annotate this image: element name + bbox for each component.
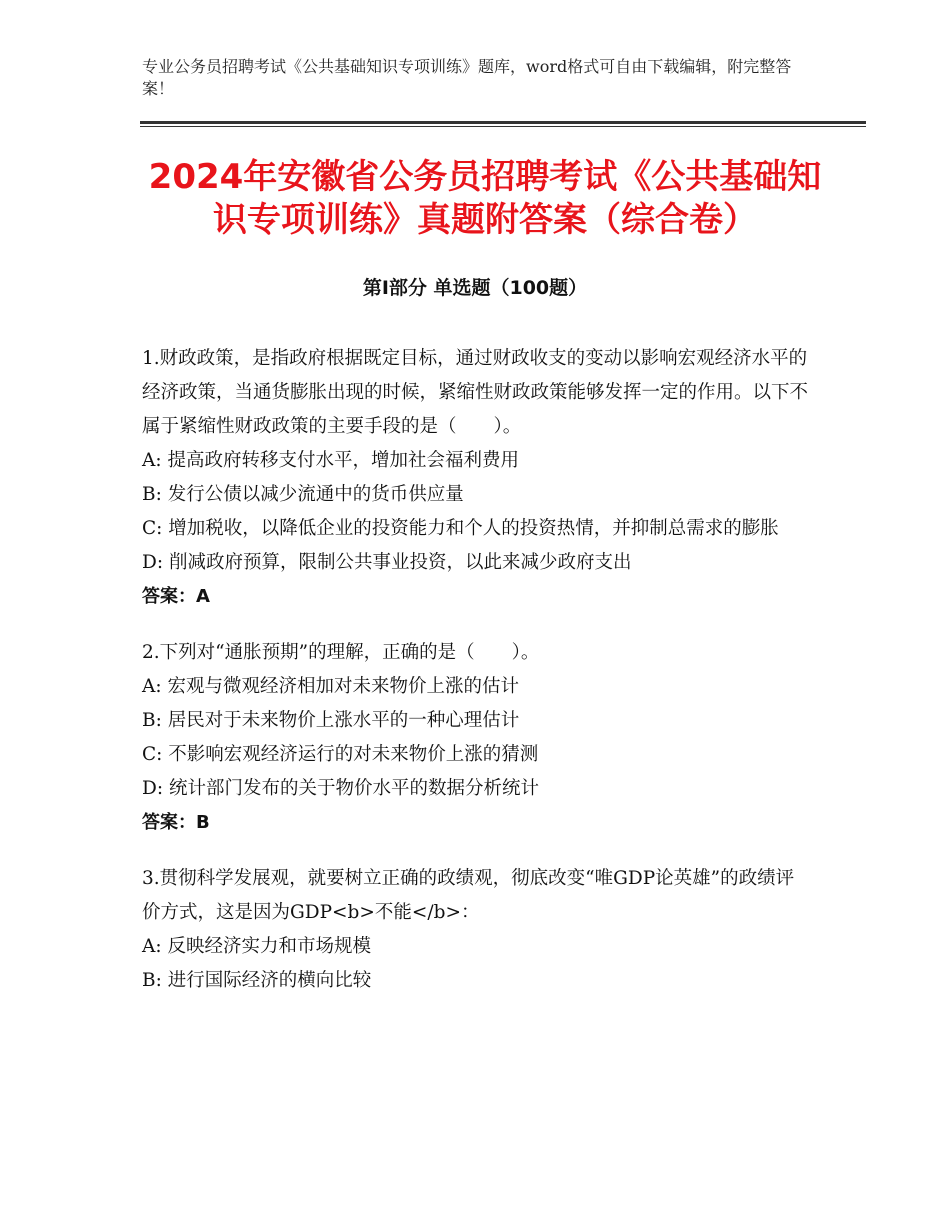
question-stem: 2.下列对“通胀预期”的理解，正确的是（ ）。 [142, 642, 540, 663]
answer-label: 答案：B [142, 812, 210, 833]
header-rule-thick [140, 121, 866, 124]
option-a: A: 提高政府转移支付水平，增加社会福利费用 [142, 450, 519, 471]
header-rule-thin [140, 126, 866, 127]
answer-label: 答案：A [142, 586, 210, 607]
option-c: C: 增加税收，以降低企业的投资能力和个人的投资热情，并抑制总需求的膨胀 [142, 518, 779, 539]
section-title: 第Ⅰ部分 单选题（100题） [362, 277, 588, 299]
document-title: 2024年安徽省公务员招聘考试《公共基础知识专项训练》真题附答案（综合卷） [148, 157, 822, 240]
option-b: B: 居民对于未来物价上涨水平的一种心理估计 [142, 710, 520, 731]
question-list [142, 342, 808, 1020]
question-stem: 3.贯彻科学发展观，就要树立正确的政绩观，彻底改变“唯GDP论英雄”的政绩评价方式，这是因为GDP<b>不能</b>： [142, 868, 795, 923]
option-d: D: 削减政府预算，限制公共事业投资，以此来减少政府支出 [142, 552, 632, 573]
option-b: B: 发行公债以减少流通中的货币供应量 [142, 484, 464, 505]
question-2 [142, 636, 808, 840]
question-3 [142, 862, 808, 998]
option-a: A: 宏观与微观经济相加对未来物价上涨的估计 [142, 676, 519, 697]
option-b: B: 进行国际经济的横向比较 [142, 970, 372, 991]
header-note: 专业公务员招聘考试《公共基础知识专项训练》题库，word格式可自由下载编辑，附完整答案！ [142, 57, 792, 98]
question-stem: 1.财政政策，是指政府根据既定目标，通过财政收支的变动以影响宏观经济水平的经济政策，当通货膨胀出现的时候，紧缩性财政政策能够发挥一定的作用。以下不属于紧缩性财政政策的主要手段的是（ ）。 [142, 348, 809, 437]
option-a: A: 反映经济实力和市场规模 [142, 936, 371, 957]
option-d: D: 统计部门发布的关于物价水平的数据分析统计 [142, 778, 539, 799]
question-1 [142, 342, 808, 614]
option-c: C: 不影响宏观经济运行的对未来物价上涨的猜测 [142, 744, 539, 765]
